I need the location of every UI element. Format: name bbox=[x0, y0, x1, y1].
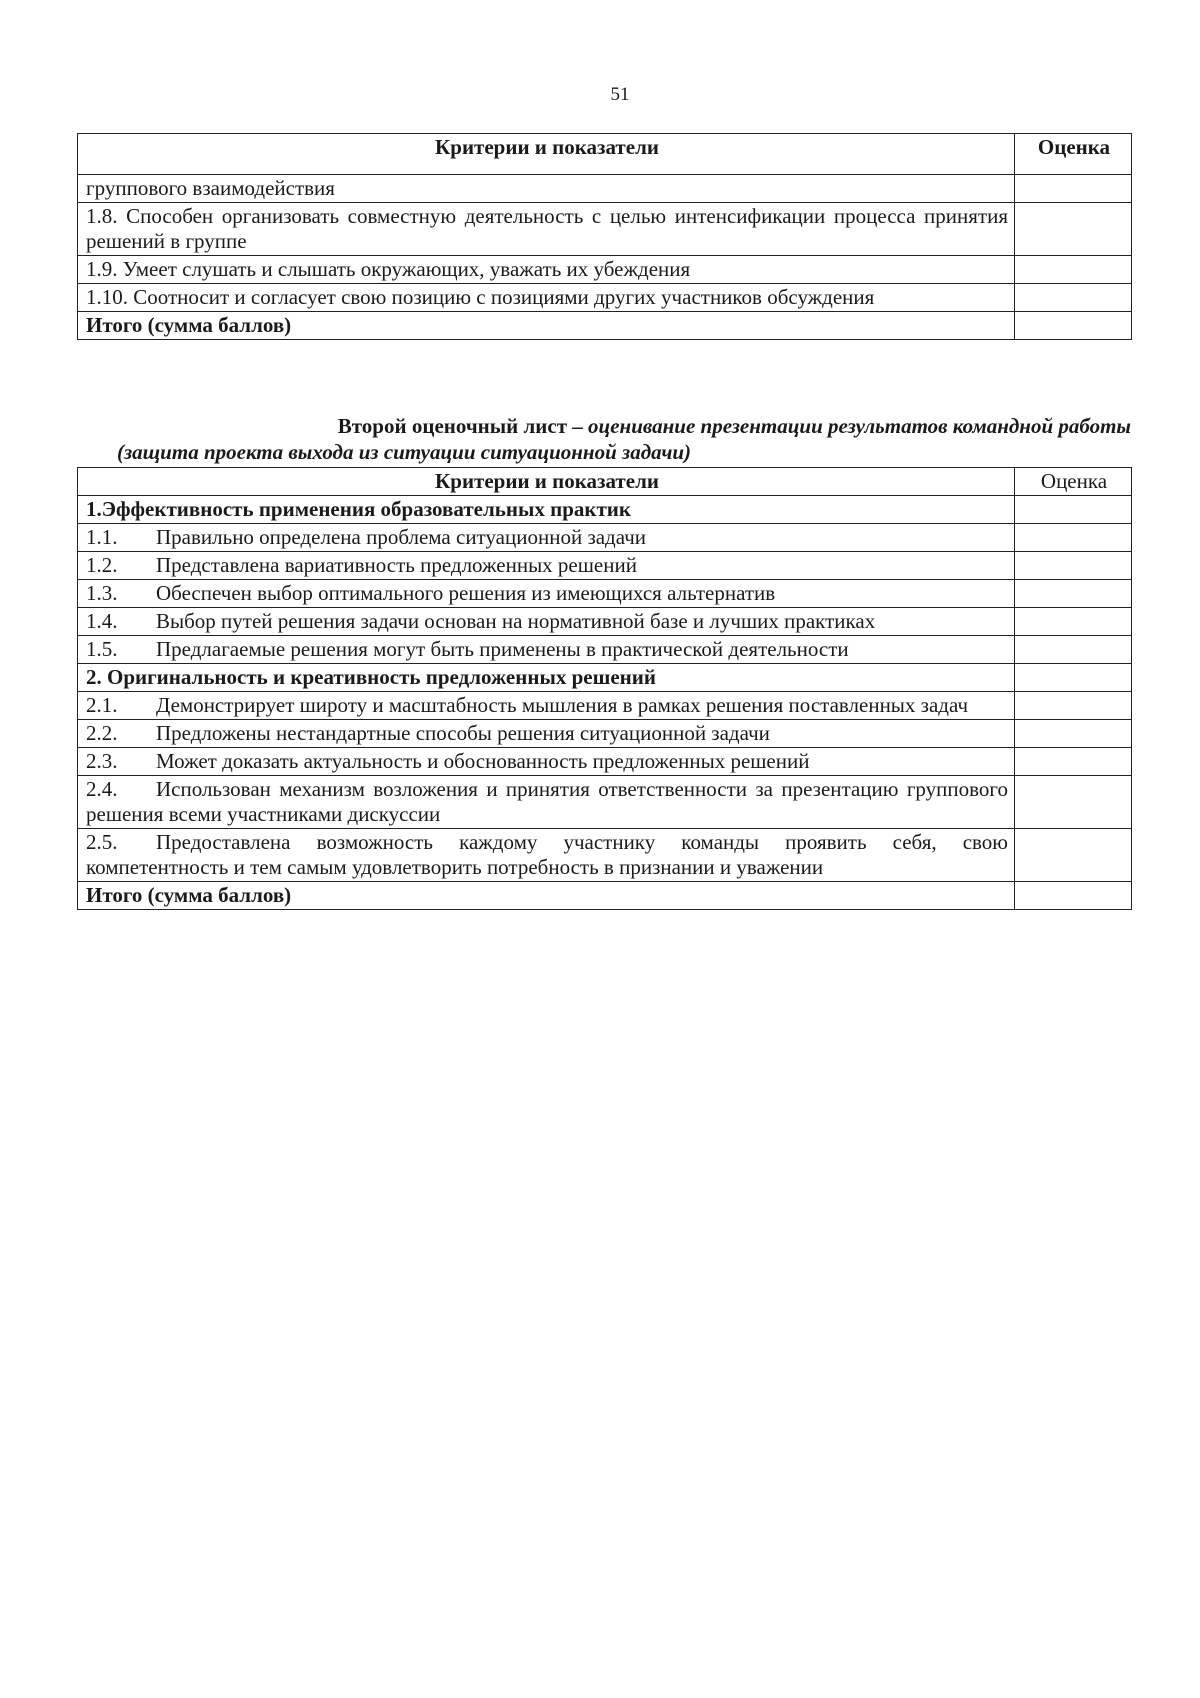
criterion-text: Предлагаемые решения могут быть применены в практической деятельности bbox=[156, 637, 849, 661]
table-row bbox=[78, 776, 1132, 829]
criterion-text: Предложены нестандартные способы решения ситуационной задачи bbox=[156, 721, 770, 745]
caption-line-1 bbox=[77, 413, 1131, 439]
criterion-text: Демонстрирует широту и масштабность мышления в рамках решения поставленных задач bbox=[156, 693, 969, 717]
score-cell[interactable] bbox=[1015, 636, 1132, 664]
criterion-number: 1.5. bbox=[86, 637, 118, 661]
criterion-text: Представлена вариативность предложенных решений bbox=[156, 553, 637, 577]
total-label: Итого (сумма баллов) bbox=[78, 312, 1015, 340]
criterion-number: 1.4. bbox=[86, 609, 118, 633]
score-cell[interactable] bbox=[1015, 580, 1132, 608]
page-number: 51 bbox=[610, 84, 630, 105]
table-row bbox=[78, 829, 1132, 882]
table-row bbox=[78, 256, 1132, 284]
criterion-cell bbox=[78, 748, 1015, 776]
criterion-number: 1.3. bbox=[86, 581, 118, 605]
table-row bbox=[78, 748, 1132, 776]
section-row bbox=[78, 496, 1132, 524]
score-cell bbox=[1015, 664, 1132, 692]
criterion-cell bbox=[78, 636, 1015, 664]
table-row bbox=[78, 524, 1132, 552]
criterion-cell bbox=[78, 829, 1015, 882]
caption-line-2: (защита проекта выхода из ситуации ситуационной задачи) bbox=[117, 440, 692, 464]
table-row bbox=[78, 175, 1132, 203]
criterion-cell: 1.10. Соотносит и согласует свою позицию с позициями других участников обсуждения bbox=[78, 284, 1015, 312]
table-row bbox=[78, 552, 1132, 580]
criterion-text: Предоставлена возможность каждому участнику команды проявить себя, свою компетентность и тем самым удовлетворить потребность в признании и уважении bbox=[86, 830, 1008, 879]
score-header: Оценка bbox=[1015, 134, 1132, 175]
assessment-table-2 bbox=[77, 467, 1132, 910]
table-row bbox=[78, 580, 1132, 608]
criterion-text: Итого (сумма баллов) bbox=[86, 883, 292, 907]
total-row bbox=[78, 312, 1132, 340]
criterion-number: 2.5. bbox=[86, 830, 118, 854]
criterion-number: 1.1. bbox=[86, 525, 118, 549]
section-heading bbox=[78, 664, 1015, 692]
criterion-text: Может доказать актуальность и обоснованность предложенных решений bbox=[156, 749, 810, 773]
section-heading bbox=[78, 496, 1015, 524]
criterion-cell bbox=[78, 524, 1015, 552]
total-row bbox=[78, 882, 1132, 910]
table-header-row bbox=[78, 468, 1132, 496]
criteria-header: Критерии и показатели bbox=[78, 134, 1015, 175]
criterion-number: 2.2. bbox=[86, 721, 118, 745]
criterion-text: Обеспечен выбор оптимального решения из имеющихся альтернатив bbox=[156, 581, 776, 605]
caption-italic: оценивание презентации результатов командной работы bbox=[588, 414, 1131, 438]
assessment-table-1 bbox=[77, 133, 1132, 340]
score-cell[interactable] bbox=[1015, 524, 1132, 552]
table-row bbox=[78, 720, 1132, 748]
criterion-cell bbox=[78, 608, 1015, 636]
criterion-cell: 1.8. Способен организовать совместную деятельность с целью интенсификации процесса принятия решений в группе bbox=[78, 203, 1015, 256]
score-cell[interactable] bbox=[1015, 284, 1132, 312]
total-score-cell[interactable] bbox=[1015, 312, 1132, 340]
criterion-cell bbox=[78, 580, 1015, 608]
score-cell[interactable] bbox=[1015, 692, 1132, 720]
total-score-cell[interactable] bbox=[1015, 882, 1132, 910]
table-row bbox=[78, 284, 1132, 312]
table-row bbox=[78, 636, 1132, 664]
score-cell[interactable] bbox=[1015, 720, 1132, 748]
section-row bbox=[78, 664, 1132, 692]
criterion-cell bbox=[78, 776, 1015, 829]
criterion-text: Использован механизм возложения и принятия ответственности за презентацию группового решения всеми участниками дискуссии bbox=[86, 777, 1008, 826]
caption-bold: Второй оценочный лист – bbox=[337, 414, 589, 438]
criterion-cell: группового взаимодействия bbox=[78, 175, 1015, 203]
score-cell[interactable] bbox=[1015, 256, 1132, 284]
score-cell[interactable] bbox=[1015, 776, 1132, 829]
score-cell[interactable] bbox=[1015, 748, 1132, 776]
criterion-cell bbox=[78, 552, 1015, 580]
criterion-text: Правильно определена проблема ситуационной задачи bbox=[156, 525, 647, 549]
criterion-cell: 1.9. Умеет слушать и слышать окружающих, уважать их убеждения bbox=[78, 256, 1015, 284]
table-row bbox=[78, 203, 1132, 256]
criterion-number: 1.2. bbox=[86, 553, 118, 577]
criteria-header: Критерии и показатели bbox=[78, 468, 1015, 496]
table-row bbox=[78, 692, 1132, 720]
score-header: Оценка bbox=[1015, 468, 1132, 496]
total-label bbox=[78, 882, 1015, 910]
criterion-number: 2.3. bbox=[86, 749, 118, 773]
score-cell[interactable] bbox=[1015, 829, 1132, 882]
criterion-cell bbox=[78, 692, 1015, 720]
score-cell[interactable] bbox=[1015, 175, 1132, 203]
criterion-number: 2.1. bbox=[86, 693, 118, 717]
criterion-number: 2.4. bbox=[86, 777, 118, 801]
table-header-row bbox=[78, 134, 1132, 175]
criterion-text: 2. Оригинальность и креативность предложенных решений bbox=[86, 665, 656, 689]
table-body bbox=[78, 496, 1132, 910]
score-cell[interactable] bbox=[1015, 608, 1132, 636]
second-sheet-caption bbox=[77, 413, 1131, 465]
score-cell[interactable] bbox=[1015, 203, 1132, 256]
score-cell bbox=[1015, 496, 1132, 524]
criterion-cell bbox=[78, 720, 1015, 748]
score-cell[interactable] bbox=[1015, 552, 1132, 580]
criterion-text: Выбор путей решения задачи основан на нормативной базе и лучших практиках bbox=[156, 609, 876, 633]
criterion-text: 1.Эффективность применения образовательных практик bbox=[86, 497, 631, 521]
table-row bbox=[78, 608, 1132, 636]
